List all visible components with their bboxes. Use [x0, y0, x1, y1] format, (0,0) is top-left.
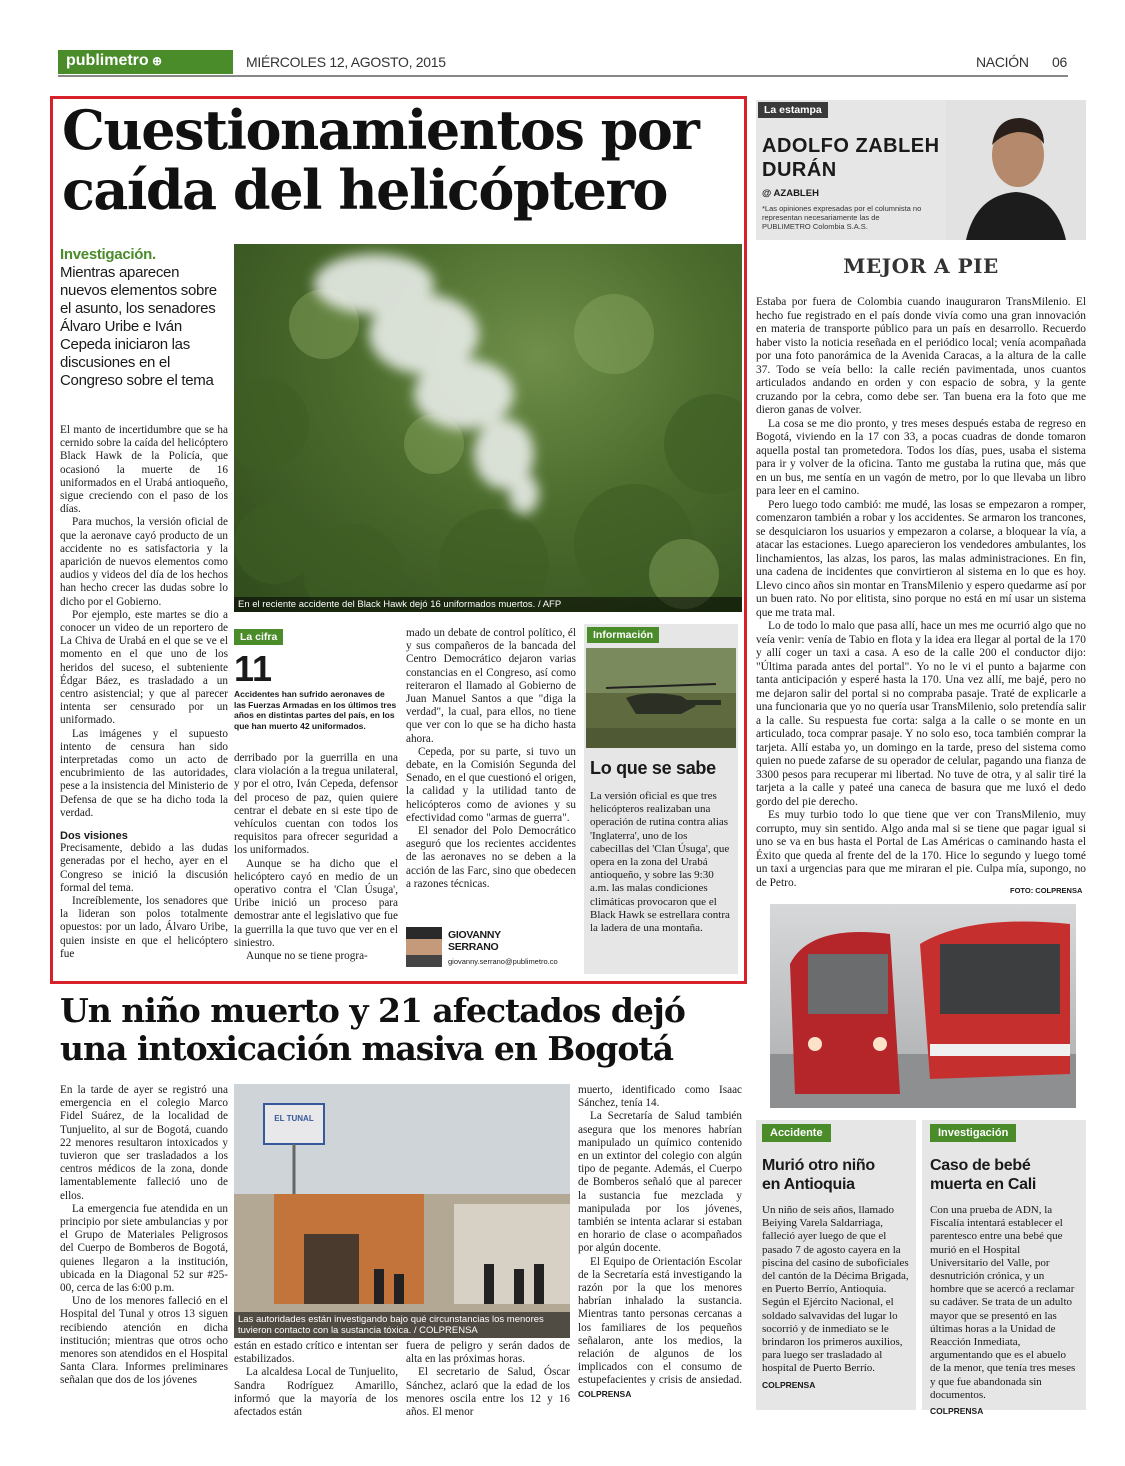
- body-paragraph: El senador del Polo Democrático aseguró que los recientes accidentes de las aeronaves no se deben a la acción de las Farc, sino que obedecen a razones técnicas.: [406, 825, 576, 890]
- body-paragraph: fuera de peligro y serán dados de alta en las próximas horas.: [406, 1340, 570, 1366]
- brief-accidente-credit: COLPRENSA: [762, 1379, 816, 1390]
- body-paragraph: Pero luego todo cambió: me mudé, las losas se empezaron a romper, comenzaron también a robar y los accidentes. Se armaron los trancones, se desquiciaron los usuarios y empezaron a colarse, a bloquear la vía, a atacar las estaciones. Luego aparecieron los vendedores ambulantes, los linchamientos, las alzas, los paros, las malas administraciones. En fin, una cadena de incidentes que convirtieron al sistema en lo que es hoy. Llevo cinco años sin montar en TransMilenio y espero quedarme así por un buen rato. No por elitista, sino porque no está en mí usar un sistema que me trata mal.: [756, 498, 1086, 619]
- body-paragraph: En la tarde de ayer se registró una emergencia en el colegio Marco Fidel Suárez, de la localidad de Tunjuelito, al sur de Bogotá, cuando 22 menores resultaron intoxicados y tuvieron que ser trasladados a los centros médicos de la zona, donde lamentablemente falleció uno de ellos.: [60, 1084, 228, 1202]
- logo-text: publimetro: [66, 52, 149, 69]
- forest-photo: [234, 244, 742, 612]
- body-paragraph: derribado por la guerrilla en una clara violación a la tregua unilateral, y por el otro, Iván Cepeda, defensor del proceso de paz, quien quiere centrar el debate en si este tipo de vehículos cuentan con todos los requisitos para ofrecer seguridad a los uniformados.: [234, 752, 398, 857]
- body-paragraph: Para muchos, la versión oficial de que la aeronave cayó producto de un accidente no es satisfactoria y la aparición de nuevos elementos como audios y videos del día de los hechos han hecho crecer las dudas sobre lo dicho por el Gobierno.: [60, 516, 228, 608]
- forest-photo-caption: En el reciente accidente del Black Hawk dejó 16 uniformados muertos. / AFP: [234, 597, 742, 612]
- brief-accidente: [756, 1120, 916, 1410]
- body-paragraph: Cepeda, por su parte, si tuvo un debate, en la Comisión Segunda del Senado, en el que cuestionó el origen, la calidad y la utilidad tanto de helicópteros como de aviones y su efectividad como "armas de guerra".: [406, 745, 576, 824]
- body-paragraph: La emergencia fue atendida en un principio por siete ambulancias y por el Grupo de Materiales Peligrosos del Cuerpo de Bomberos de Bogotá, quienes llegaron a la institución, ubicada en la Diagonal 52 sur #25-00, cerca de las 6:00 p.m.: [60, 1202, 228, 1295]
- body-paragraph: El manto de incertidumbre que se ha cernido sobre la caída del helicóptero Black Hawk de la Policía, que ocasionó la muerte de 16 uniformados en el Urabá antioqueño, sigue creciendo con el paso de los días.: [60, 424, 228, 516]
- column-author: ADOLFO ZABLEH DURÁN: [762, 135, 940, 181]
- page-header: [58, 50, 1068, 76]
- author-name: GIOVANNY SERRANO: [448, 929, 501, 953]
- cifra-box: [234, 627, 398, 731]
- info-tag: Información: [587, 627, 659, 643]
- lead-text: Mientras aparecen nuevos elementos sobre el asunto, los senadores Álvaro Uribe e Iván Cepeda iniciaron las discusiones en el Congreso sobre el tema: [60, 264, 217, 389]
- author-avatar: [406, 927, 442, 967]
- info-title: Lo que se sabe: [590, 758, 716, 778]
- column-header: [756, 100, 1086, 240]
- body-paragraph: Aunque no se tiene progra-: [246, 950, 368, 963]
- body-paragraph: Es muy turbio todo lo que tiene que ver con TransMilenio, muy corrupto, muy sin sentido. Algo anda mal si se tiene que pagar igual si uno se va en bus hasta el Portal de Las Américas o caminando hasta el Éxito que queda al frente del de la 170. Hice lo segundo y luego tomé un taxi a urgencias para que me miraran el pie. Culpa mía, supongo, no de Petro.: [756, 809, 1086, 889]
- column-body: [756, 296, 1086, 890]
- info-text: La versión oficial es que tres helicópteros realizaban una operación de rutina contra alias 'Inglaterra', uno de los cabecillas del 'Clan Úsuga', que opera en la zona del Urabá antioqueño, y sobre las 9:30 a.m. las malas condiciones climáticas provocaron que el Black Hawk se estrellara contra la ladera de una montaña.: [590, 790, 730, 935]
- colprensa-credit: COLPRENSA: [578, 1388, 632, 1399]
- author-byline: [406, 927, 576, 971]
- body-paragraph: muerto, identificado como Isaac Sánchez, tenía 14.: [578, 1084, 742, 1110]
- main-lead: [60, 246, 228, 390]
- body-paragraph: Lo de todo lo malo que pasa allí, hace un mes me ocurrió algo que no veía venir: venía de Tabio en flota y la idea era llegar al portal de la 170 y allí coger un taxi a casa. A eso de la calle 200 el conductor dijo: "Última parada antes del portal". Yo no le vi el punto a bajarme con tanta anticipación y esperé hasta la 170. Una vez allí, me bajé, pero no me dejaron salir del portal si no compraba pasaje. Traté de explicarle a una funcionaria que yo no quería usar TransMilenio, solo pretendía salir a la calle. Su respuesta fue corta: salga a la calle o se monte en un articulado, toca comprar pasaje. Y no solo eso, toca también comprar la tarjeta. Allí estaba yo, un domingo en la tarde, preso del sistema como quien no puede zafarse de su operador de celular, pagando una fianza de 3300 pesos para recuperar mi libertad. No tuve de otra, y al salir tiré la tarjeta a la calle y pateé una caneca de basura que me luxó el dedo gordo del pie derecho.: [756, 620, 1086, 808]
- body-paragraph: El secretario de Salud, Óscar Sánchez, aclaró que la edad de los menores oscila entre los 12 y 16 años. El menor: [406, 1366, 570, 1419]
- brief-investigacion-tag: Investigación: [930, 1124, 1016, 1142]
- columnist-portrait: [946, 100, 1086, 240]
- second-col2: [234, 1340, 398, 1419]
- body-paragraph: Estaba por fuera de Colombia cuando inauguraron TransMilenio. El hecho fue registrado en el país donde vivía como una gran innovación en materia de transporte público para un país en desarrollo. Recuerdo haber visto la noticia reseñada en el periódico local; venía acompañada por una foto panorámica de la Avenida Caracas, a la altura de la calle 37. Todo se veía bello: la calle recién pavimentada, unos cuantos articulados andando en orden y con espacio de sobra, y la gente cruzando por la cebra, como debe ser. Tan buena era la foto que me dieron ganas de volver.: [756, 296, 1086, 416]
- smoke-illustration: [234, 244, 742, 612]
- second-col3: [406, 1340, 570, 1419]
- lead-kicker: Investigación.: [60, 246, 156, 263]
- main-headline-line2: caída del helicóptero: [62, 158, 667, 222]
- second-headline-line1: Un niño muerto y 21 afectados dejó: [60, 991, 685, 1030]
- columnist-photo: [946, 100, 1086, 240]
- header-rule: [58, 75, 1068, 77]
- body-paragraph: La cosa se me dio pronto, y tres meses después estaba de regreso en Bogotá, viviendo en la 17 con 33, a pocas cuadras de donde tomaron aquella postal tan prometedora. Todos los días, pues, usaba el sistema para ir y volver de la oficina. Tanto me gustaba la rutina que, más que en un bus, me sentía en un vagón de metro, por lo que llevaba un libro para leer en el camino.: [756, 417, 1086, 497]
- brief-investigacion-title: Caso de bebé muerta en Cali: [930, 1157, 1037, 1193]
- helicopter-photo: [586, 648, 736, 748]
- body-paragraph: La Secretaría de Salud también asegura que los menores habrían manipulado un químico contenido en un extintor del colegio con algún tipo de pegante. Además, el Cuerpo de Bomberos señaló que al parecer la sustancia fue mezclada y manipulada por los jóvenes, también se intenta aclarar si estaban en horario de clase o acompañados por algún docente.: [578, 1110, 742, 1255]
- second-col1: [60, 1084, 228, 1388]
- header-date: MIÉRCOLES 12, AGOSTO, 2015: [246, 54, 446, 70]
- school-sign-text: EL TUNAL: [274, 1114, 314, 1123]
- column-title: MEJOR A PIE: [843, 254, 999, 278]
- main-col1: [60, 424, 228, 961]
- main-headline-line1: Cuestionamientos por: [62, 98, 699, 162]
- body-paragraph: mado un debate de control político, él y sus compañeros de la bancada del Centro Democrático dejaron varias constancias en el Congreso, así como reiteraron el llamado al Gobierno de Juan Manuel Santos a que "diga la verdad", la cual, para ellos, no tiene que ver con lo que se ha dicho hasta ahora.: [406, 627, 576, 745]
- bus-photo: [770, 904, 1076, 1108]
- author-email: giovanny.serrano@publimetro.co: [448, 957, 558, 966]
- cifra-number: 11: [234, 648, 273, 689]
- cifra-text: Accidentes han sufrido aeronaves de las Fuerzas Armadas en los últimos tres años en distintas partes del país, en los que han muerto 42 uniformados.: [234, 689, 397, 731]
- page-number: 06: [1052, 54, 1067, 70]
- subhead: Dos visiones: [60, 830, 128, 843]
- column-handle: @ AZABLEH: [762, 188, 819, 199]
- brief-accidente-text: Un niño de seis años, llamado Beiying Varela Saldarriaga, falleció ayer luego de que el pasado 7 de agosto cayera en la piscina del casino de suboficiales del cantón de la Décima Brigada, en Puerto Berrío, Antioquia. Según el Ejército Nacional, el soldado salvavidas del lugar lo socorrió y de inmediato se le brindaron los primeros auxilios, para luego ser trasladado al hospital de Puerto Berrío.: [762, 1204, 909, 1375]
- second-col4: [578, 1084, 742, 1401]
- column-disclaimer: *Las opiniones expresadas por el columnista no representan necesariamente las de PUBLIMETRO Colombia S.A.S.: [762, 204, 922, 231]
- bus-photo-credit: FOTO: COLPRENSA: [1010, 886, 1083, 895]
- body-paragraph: Aunque se ha dicho que el helicóptero cayó en medio de un operativo contra el 'Clan Úsuga', Uribe inició un proceso para demostrar ante el legislativo que fue la guerrilla la que tuvo que ver en el siniestro.: [234, 857, 398, 949]
- info-box: [584, 624, 738, 974]
- brief-investigacion-credit: COLPRENSA: [930, 1406, 984, 1417]
- column-tag: La estampa: [758, 102, 828, 118]
- transmilenio-bus-illustration: [770, 904, 1076, 1108]
- body-paragraph: Por ejemplo, este martes se dio a conocer un video de un reportero de La Chiva de Urabá en el que se ve el momento en el que uno de los heridos del suceso, el subteniente Édgar Báez, es trasladado a un centro asistencial; y que al parecer intenta ser censurado por un uniformado.: [60, 608, 228, 727]
- main-headline: [62, 100, 742, 220]
- school-photo-caption: Las autoridades están investigando bajo qué circunstancias los menores tuvieron contacto con la sustancia tóxica. / COLPRENSA: [234, 1312, 570, 1338]
- cifra-tag: La cifra: [234, 629, 283, 645]
- brief-accidente-tag: Accidente: [762, 1124, 831, 1142]
- second-headline: [60, 992, 750, 1068]
- school-photo: [234, 1084, 570, 1338]
- main-col3: [406, 627, 576, 891]
- body-paragraph: están en estado crítico e intentan ser estabilizados.: [234, 1340, 398, 1366]
- helicopter-icon: [586, 648, 736, 748]
- second-headline-line2: una intoxicación masiva en Bogotá: [60, 1029, 673, 1068]
- brief-investigacion-text: Con una prueba de ADN, la Fiscalía intentará establecer el parentesco entre una bebé que murió en el Hospital Universitario del Valle, por desnutrición crónica, y un hombre que se acercó a reclamar su cadáver. Se trata de un adulto mayor que se presentó en las últimas horas a la Unidad de Reacción Inmediata, argumentando que es el abuelo de la menor, que tenía tres meses y que fue abandonada sin documentos.: [930, 1204, 1076, 1401]
- main-col2: [234, 752, 398, 963]
- header-section: NACIÓN: [976, 54, 1029, 70]
- publimetro-logo: [58, 50, 233, 74]
- body-paragraph: La alcaldesa Local de Tunjuelito, Sandra Rodríguez Amarillo, informó que la mayoría de los afectados están: [234, 1366, 398, 1419]
- brief-accidente-title: Murió otro niño en Antioquia: [762, 1157, 875, 1193]
- body-paragraph: El Equipo de Orientación Escolar de la Secretaría está investigando la razón por la que los menores habrían inhalado la sustancia. Mientras tanto personas cercanas a los familiares de los pequeños señalaron, ante los medios, la relación de algunos de los implicados con el consumo de estupefacientes y crisis de ansiedad. COLPRENSA: [578, 1255, 742, 1399]
- body-paragraph: Precisamente, debido a las dudas generadas por el hecho, ayer en el Congreso se inició la discusión formal del tema.: [60, 842, 228, 894]
- body-paragraph: Uno de los menores falleció en el Hospital del Tunal y otros 13 siguen recibiendo atención en dicha institución; mientras que otros ocho menores son atendidos en el Hospital Santa Clara. Informes preliminares señalan que dos de los jóvenes: [60, 1295, 228, 1387]
- body-paragraph: Las imágenes y el supuesto intento de censura han sido interpretadas como un acto de encubrimiento de las autoridades, pese a la insistencia del Ministerio de Defensa de que se ha dicho toda la verdad.: [60, 727, 228, 819]
- globe-icon: ⊕: [148, 54, 163, 68]
- brief-investigacion: [922, 1120, 1086, 1417]
- body-paragraph: Increíblemente, los senadores que la lideran son polos totalmente opuestos: por un lado, Álvaro Uribe, quien insiste en que el helicóptero fue: [60, 894, 228, 960]
